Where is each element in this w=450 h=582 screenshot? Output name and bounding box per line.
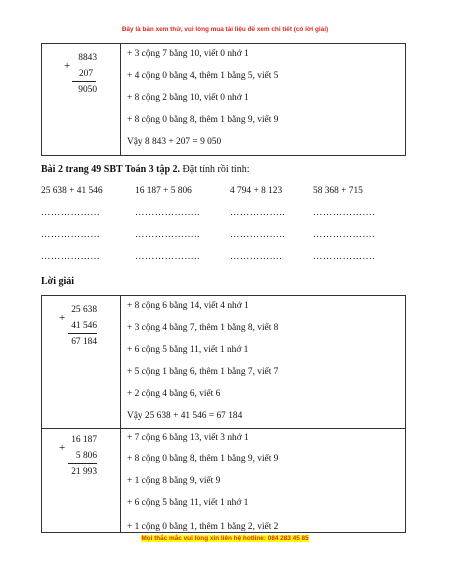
- operand-2: 41 546: [71, 321, 97, 331]
- operand-2: 207: [78, 69, 93, 79]
- problem-item: 4 794 + 8 123: [230, 186, 283, 196]
- step-line: + 6 cộng 5 bằng 11, viết 1 nhớ 1: [127, 498, 249, 509]
- conclusion-line: Vậy 8 843 + 207 = 9 050: [127, 137, 222, 148]
- contact-notice-text: [141, 535, 308, 542]
- step-line: + 4 cộng 0 bằng 4, thêm 1 bằng 5, viết 5: [127, 71, 279, 82]
- solution-table-1: [41, 43, 406, 156]
- operand-1: 16 187: [71, 435, 97, 445]
- step-line: + 5 cộng 1 bằng 6, thêm 1 bằng 7, viết 7: [127, 367, 279, 378]
- column-addition: [59, 304, 97, 354]
- dotted-blank: ……………..: [230, 230, 286, 240]
- answer-dot-row: [41, 253, 441, 265]
- step-line: + 3 cộng 7 bằng 10, viết 0 nhớ 1: [127, 49, 249, 60]
- problem-item: 58 368 + 715: [313, 186, 363, 196]
- result: 67 184: [71, 337, 97, 347]
- answer-dot-row: [41, 209, 441, 221]
- step-line: + 2 cộng 4 bằng 6, viết 6: [127, 389, 221, 400]
- sum-line: [68, 333, 97, 334]
- dotted-blank: ……………….: [313, 252, 376, 262]
- step-line: + 8 cộng 6 bằng 14, viết 4 nhớ 1: [127, 301, 249, 312]
- dotted-blank: ……………….: [313, 230, 376, 240]
- step-line: + 7 cộng 6 bằng 13, viết 3 nhớ 1: [127, 433, 249, 444]
- exercise-title-rest: Đặt tính rồi tính:: [180, 164, 250, 175]
- step-line: + 6 cộng 5 bằng 11, viết 1 nhớ 1: [127, 345, 249, 356]
- step-line: + 8 cộng 0 bằng 8, thêm 1 bằng 9, viết 9: [127, 454, 279, 465]
- operand-2: 5 806: [75, 451, 97, 461]
- dotted-blank: ……………….: [313, 208, 376, 218]
- column-addition: [64, 52, 97, 102]
- step-line: + 3 cộng 4 bằng 7, thêm 1 bằng 8, viết 8: [127, 323, 279, 334]
- column-addition-cell: [42, 296, 121, 429]
- dotted-blank: ………………..: [135, 252, 200, 262]
- preview-notice: Đây là bản xem thử, vui lòng mua tài liệu để xem chi tiết (có lời giải): [121, 26, 329, 33]
- problem-row: [41, 187, 441, 199]
- dotted-blank: ………………: [41, 230, 101, 240]
- operand-1: 8843: [78, 53, 97, 63]
- problem-item: 25 638 + 41 546: [41, 186, 103, 196]
- hotline-number: 084 283 45 85: [267, 535, 309, 542]
- result: 21 993: [71, 467, 97, 477]
- plus-sign: +: [64, 60, 71, 72]
- dotted-blank: ………………..: [135, 208, 200, 218]
- step-line: + 8 cộng 0 bằng 8, thêm 1 bằng 9, viết 9: [127, 115, 279, 126]
- exercise-title: [41, 165, 249, 175]
- plus-sign: +: [59, 442, 66, 454]
- column-addition: [59, 434, 97, 484]
- sum-line: [72, 81, 96, 82]
- dotted-blank: ………………: [41, 252, 101, 262]
- contact-notice: [0, 536, 450, 542]
- column-addition-cell: [42, 44, 121, 156]
- dotted-blank: ……………..: [230, 208, 286, 218]
- column-addition-cell: [42, 429, 121, 533]
- solution-heading: Lời giải: [41, 276, 75, 287]
- step-line: + 8 cộng 2 bằng 10, viết 0 nhớ 1: [127, 93, 249, 104]
- operand-1: 25 638: [71, 305, 97, 315]
- answer-dot-row: [41, 231, 441, 243]
- result: 9050: [78, 85, 97, 95]
- contact-prefix: Mọi thắc mắc vui lòng xin liên hệ hotline:: [141, 535, 268, 542]
- dotted-blank: ………………..: [135, 230, 200, 240]
- problem-item: 16 187 + 5 806: [135, 186, 192, 196]
- step-line: + 1 cộng 0 bằng 1, thêm 1 bằng 2, viết 2: [127, 521, 279, 532]
- plus-sign: +: [59, 312, 66, 324]
- exercise-title-bold: Bài 2 trang 49 SBT Toán 3 tập 2.: [41, 164, 181, 175]
- steps-cell: [121, 296, 406, 429]
- steps-cell: [121, 429, 406, 533]
- conclusion-line: Vậy 25 638 + 41 546 = 67 184: [127, 411, 243, 422]
- dotted-blank: …………….: [230, 252, 283, 262]
- steps-cell: [121, 44, 406, 156]
- sum-line: [68, 463, 97, 464]
- step-line: + 1 cộng 8 bằng 9, viết 9: [127, 476, 221, 487]
- solution-table-2: [41, 295, 406, 533]
- dotted-blank: ………………: [41, 208, 101, 218]
